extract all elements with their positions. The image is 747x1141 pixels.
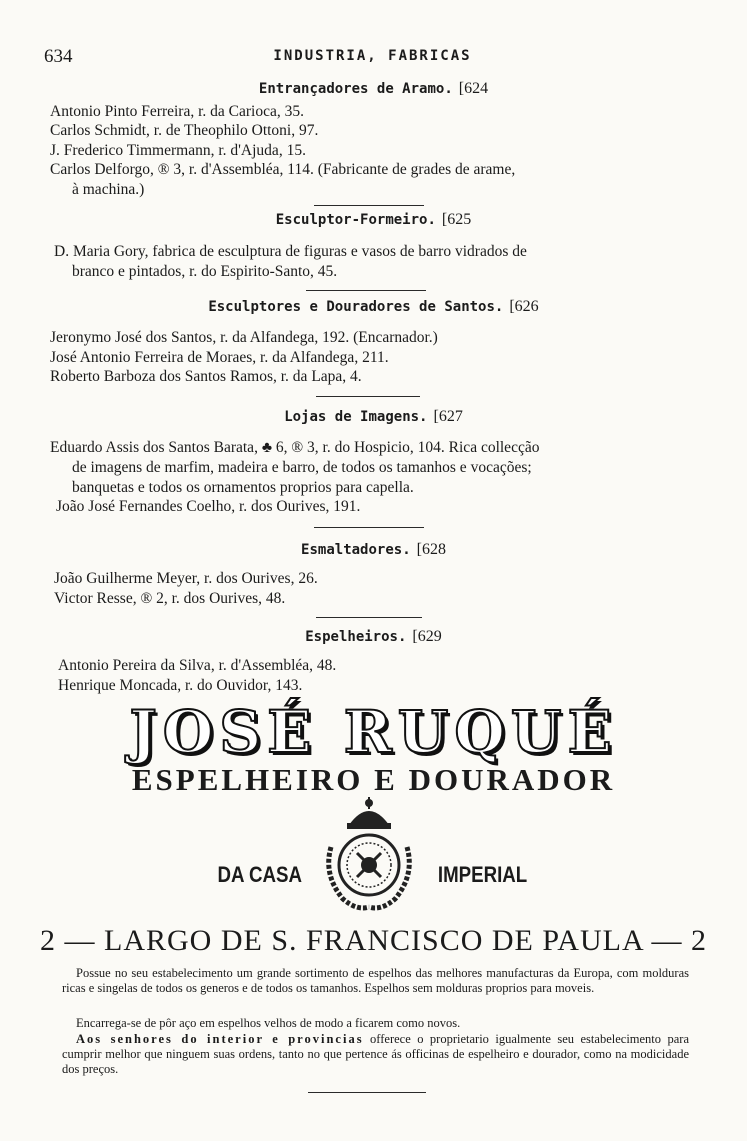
ad-paragraph-1: Possue no seu estabelecimento um grande sortimento de espelhos das melhores manufacturas da Europa, com molduras ricas e singelas de todos os generos e de todos os tamanhos. Espelhos sem molduras proprios para moveis. (62, 966, 689, 995)
list-item: Jeronymo José dos Santos, r. da Alfandega, 192. (Encarnador.) (50, 329, 438, 346)
list-item: Antonio Pereira da Silva, r. d'Assembléa, 48. (58, 657, 337, 674)
list-item: João Guilherme Meyer, r. dos Ourives, 26. (54, 570, 318, 587)
advertiser-name: JOSÉ RUQUÉ (129, 698, 618, 766)
list-item: José Antonio Ferreira de Moraes, r. da Alfandega, 211. (50, 349, 389, 366)
list-item: João José Fernandes Coelho, r. dos Ourives, 191. (56, 498, 361, 515)
advertiser-address: 2 — LARGO DE S. FRANCISCO DE PAULA — 2 (40, 924, 707, 957)
divider (316, 617, 422, 618)
section-title-626: Esculptores e Douradores de Santos. [626 (208, 298, 539, 315)
list-item: Carlos Schmidt, r. de Theophilo Ottoni, 97. (50, 122, 319, 139)
section-title-624: Entrançadores de Aramo. [624 (258, 80, 489, 97)
casa-label: DA CASA (217, 862, 302, 887)
list-item: Victor Resse, ® 2, r. dos Ourives, 48. (54, 590, 286, 607)
list-item: Antonio Pinto Ferreira, r. da Carioca, 35. (50, 103, 304, 120)
imperial-crest-icon (313, 795, 425, 913)
page-header (44, 46, 701, 68)
page-number: 634 (44, 46, 73, 67)
divider (314, 205, 424, 206)
ad-paragraph-3: Aos senhores do interior e provincias offerece o proprietario igualmente seu estabelecimento para cumprir melhor que ninguem suas ordens, tanto no que pertence ás officinas de espelheiro e dourador, como na modicidade dos preços. (62, 1032, 690, 1076)
list-item: Henrique Moncada, r. do Ouvidor, 143. (58, 677, 303, 694)
section-title-627: Lojas de Imagens. [627 (284, 408, 463, 425)
list-item-continuation: à machina.) (72, 181, 145, 198)
running-head: INDUSTRIA, FABRICAS (273, 48, 472, 64)
divider (306, 290, 426, 291)
advertiser-trade: ESPELHEIRO E DOURADOR (131, 762, 616, 797)
divider (316, 396, 420, 397)
section-title-625: Esculptor-Formeiro. [625 (275, 211, 472, 228)
divider (314, 527, 424, 528)
list-item: Roberto Barboza dos Santos Ramos, r. da Lapa, 4. (50, 368, 362, 385)
section-title-628: Esmaltadores. [628 (301, 541, 446, 558)
list-item: D. Maria Gory, fabrica de esculptura de figuras e vasos de barro vidrados de (54, 243, 527, 260)
section-title-629: Espelheiros. [629 (305, 628, 442, 645)
list-item-continuation: banquetas e todos os ornamentos proprios para capella. (72, 479, 414, 496)
list-item: J. Frederico Timmermann, r. d'Ajuda, 15. (50, 142, 306, 159)
list-item: Eduardo Assis dos Santos Barata, ♣ 6, ® 3, r. do Hospicio, 104. Rica collecção (50, 439, 540, 456)
imperial-label: IMPERIAL (437, 862, 528, 887)
divider (308, 1092, 426, 1093)
list-item-continuation: branco e pintados, r. do Espirito-Santo, 45. (72, 263, 338, 280)
list-item-continuation: de imagens de marfim, madeira e barro, de todos os tamanhos e vocações; (72, 459, 532, 476)
list-item: Carlos Delforgo, ® 3, r. d'Assembléa, 114. (Fabricante de grades de arame, (50, 161, 516, 178)
ad-paragraph-2: Encarrega-se de pôr aço em espelhos velhos de modo a ficarem como novos. (76, 1016, 461, 1030)
